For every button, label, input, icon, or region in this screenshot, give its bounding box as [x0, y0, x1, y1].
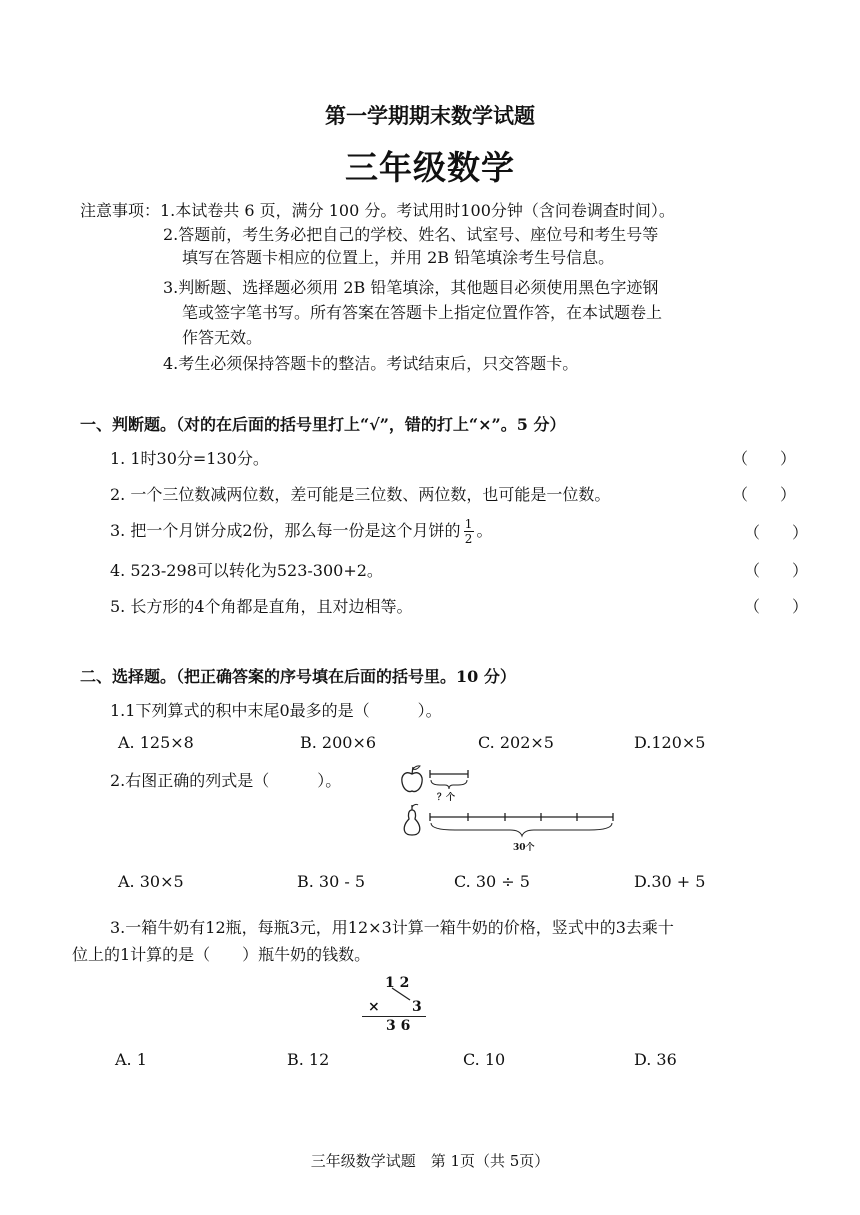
- section1-heading: 一、判断题。（对的在后面的括号里打上“√”，错的打上“×”。5 分）: [80, 415, 566, 434]
- judge-q4-answer-paren: （ ）: [744, 561, 809, 580]
- exam-title: 三年级数学: [345, 148, 515, 187]
- judge-q2: 2. 一个三位数减两位数，差可能是三位数、两位数，也可能是一位数。: [110, 485, 611, 504]
- judge-q3-answer-paren: （ ）: [744, 523, 809, 542]
- judge-q1: 1. 1时30分=130分。: [110, 449, 269, 468]
- choice-q1-option-c: C. 202×5: [478, 733, 554, 752]
- choice-q3-option-c: C. 10: [463, 1050, 506, 1069]
- choice-q3-option-d: D. 36: [634, 1050, 677, 1069]
- choice-q3-stem-line2: 位上的1计算的是（ ）瓶牛奶的钱数。: [72, 945, 371, 964]
- note-line-6: 作答无效。: [182, 328, 263, 347]
- calc-result: 3 6: [386, 1018, 411, 1034]
- page-footer: 三年级数学试题 第 1页（共 5页）: [310, 1152, 550, 1170]
- apple-pear-figure: [395, 762, 625, 857]
- judge-q5-answer-paren: （ ）: [744, 597, 809, 616]
- apple-count-label: ？个: [437, 793, 456, 803]
- choice-q3-stem-line1: 3.一箱牛奶有12瓶，每瓶3元，用12×3计算一箱牛奶的价格，竖式中的3去乘十: [110, 918, 674, 937]
- choice-q3-option-a: A. 1: [115, 1050, 147, 1069]
- judge-q1-answer-paren: （ ）: [732, 449, 797, 468]
- judge-q5: 5. 长方形的4个角都是直角，且对边相等。: [110, 597, 413, 616]
- note-line-7: 4.考生必须保持答题卡的整洁。考试结束后，只交答题卡。: [163, 354, 579, 373]
- notes-label: 注意事项：: [80, 201, 161, 220]
- choice-q2-option-c: C. 30 ÷ 5: [454, 872, 530, 891]
- calc-multiplier: 3: [412, 999, 422, 1015]
- apple-bar: [430, 770, 468, 789]
- exam-subtitle: 第一学期期末数学试题: [325, 103, 535, 128]
- fraction-denominator: 2: [464, 532, 473, 546]
- note-line-3: 填写在答题卡相应的位置上，并用 2B 铅笔填涂考生号信息。: [182, 248, 615, 267]
- judge-q4: 4. 523-298可以转化为523-300+2。: [110, 561, 383, 580]
- pear-count-label: 30个: [513, 843, 535, 853]
- judge-q3-text: 3. 把一个月饼分成2份，那么每一份是这个月饼的: [110, 521, 461, 540]
- choice-q2-option-b: B. 30 - 5: [297, 872, 366, 891]
- apple-icon: [402, 766, 422, 792]
- calc-underline: [362, 1016, 426, 1017]
- fraction-one-half: [464, 518, 474, 545]
- choice-q1-option-a: A. 125×8: [118, 733, 194, 752]
- judge-q2-answer-paren: （ ）: [732, 485, 797, 504]
- fraction-numerator: 1: [464, 517, 473, 531]
- calc-top-number: 1 2: [385, 975, 410, 991]
- choice-q2-option-d: D.30 + 5: [634, 872, 706, 891]
- judge-q3-end: 。: [476, 521, 493, 540]
- calc-times-sign: ×: [368, 999, 380, 1015]
- note-line-4: 3.判断题、选择题必须用 2B 铅笔填涂，其他题目必须使用黑色字迹钢: [163, 278, 659, 297]
- choice-q1-option-d: D.120×5: [634, 733, 706, 752]
- judge-q3: [110, 518, 493, 545]
- section2-heading: 二、选择题。（把正确答案的序号填在后面的括号里。10 分）: [80, 667, 516, 686]
- choice-q2-option-a: A. 30×5: [118, 872, 184, 891]
- pear-bar: [430, 813, 613, 836]
- note-line-1: 1.本试卷共 6 页，满分 100 分。考试用时100分钟（含问卷调查时间）。: [160, 201, 675, 220]
- note-line-2: 2.答题前，考生务必把自己的学校、姓名、试室号、座位号和考生号等: [163, 225, 659, 244]
- choice-q1-stem: 1.1下列算式的积中末尾0最多的是（ ）。: [110, 701, 442, 720]
- pear-icon: [404, 804, 420, 835]
- note-line-5: 笔或签字笔书写。所有答案在答题卡上指定位置作答，在本试题卷上: [182, 303, 663, 322]
- choice-q3-option-b: B. 12: [287, 1050, 330, 1069]
- choice-q1-option-b: B. 200×6: [300, 733, 377, 752]
- choice-q2-stem: 2.右图正确的列式是（ ）。: [110, 771, 342, 790]
